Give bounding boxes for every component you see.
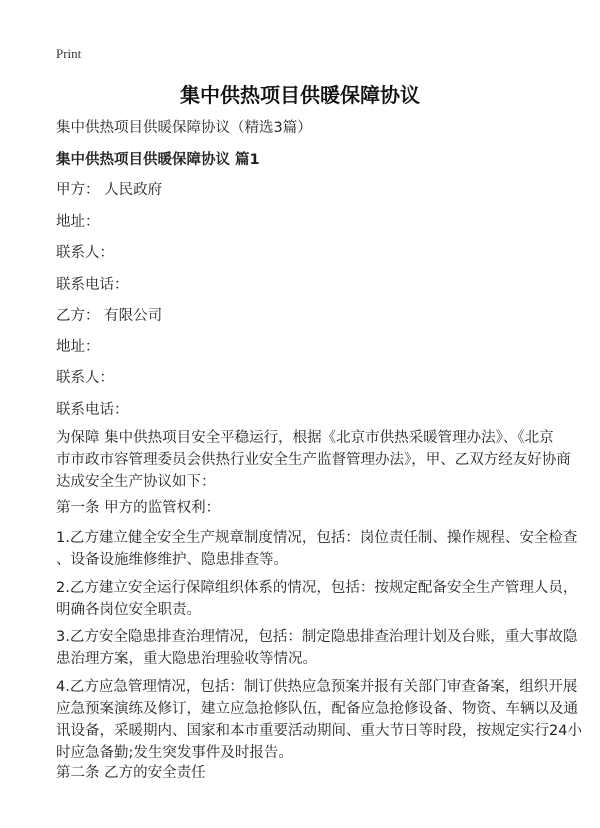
print-link[interactable]: Print (56, 46, 82, 61)
subtitle: 集中供热项目供暖保障协议（精选3篇） (56, 120, 312, 136)
document-title: 集中供热项目供暖保障协议 (180, 83, 420, 107)
item-4-line: 时应急备勤;发生突发事件及时报告。 (56, 745, 293, 761)
item-2-line: 明确各岗位安全职责。 (56, 602, 201, 618)
party-b-name: 乙方： 有限公司 (56, 308, 163, 324)
party-a-contact: 联系人： (56, 245, 114, 261)
item-3-line: 3.乙方安全隐患排查治理情况，包括：制定隐患排查治理计划及台账，重大事故隐 (56, 629, 578, 645)
item-4-line: 4.乙方应急管理情况，包括：制订供热应急预案并报有关部门审查备案，组织开展 (56, 679, 578, 695)
party-a-name: 甲方： 人民政府 (56, 182, 163, 198)
item-4-line: 应急预案演练及修订，建立应急抢修队伍，配备应急抢修设备、物资、车辆以及通 (56, 701, 578, 717)
item-1-line: 1.乙方建立健全安全生产规章制度情况，包括：岗位责任制、操作规程、安全检查 (56, 530, 578, 546)
intro-line: 市市政市容管理委员会供热行业安全生产监督管理办法》，甲、乙双方经友好协商 (56, 452, 571, 468)
party-a-phone: 联系电话： (56, 277, 129, 293)
party-b-address: 地址： (56, 339, 100, 355)
party-b-phone: 联系电话： (56, 402, 129, 418)
section-heading: 集中供热项目供暖保障协议 篇1 (56, 152, 260, 168)
party-a-address: 地址： (56, 214, 100, 230)
article-1-heading: 第一条 甲方的监管权利： (56, 500, 221, 516)
item-2-line: 2.乙方建立安全运行保障组织体系的情况，包括：按规定配备安全生产管理人员， (56, 580, 578, 596)
party-b-contact: 联系人： (56, 370, 114, 386)
intro-line: 为保障 集中供热项目安全平稳运行，根据《北京市供热采暖管理办法》、《北京 (56, 430, 554, 446)
article-2-heading: 第二条 乙方的安全责任 (56, 765, 206, 781)
item-4-line: 讯设备，采暖期内、国家和本市重要活动期间、重大节日等时段，按规定实行24小 (56, 723, 582, 739)
item-1-line: 、设备设施维修维护、隐患排查等。 (56, 552, 288, 568)
item-3-line: 患治理方案，重大隐患治理验收等情况。 (56, 651, 317, 667)
intro-line: 达成安全生产协议如下： (56, 474, 216, 490)
